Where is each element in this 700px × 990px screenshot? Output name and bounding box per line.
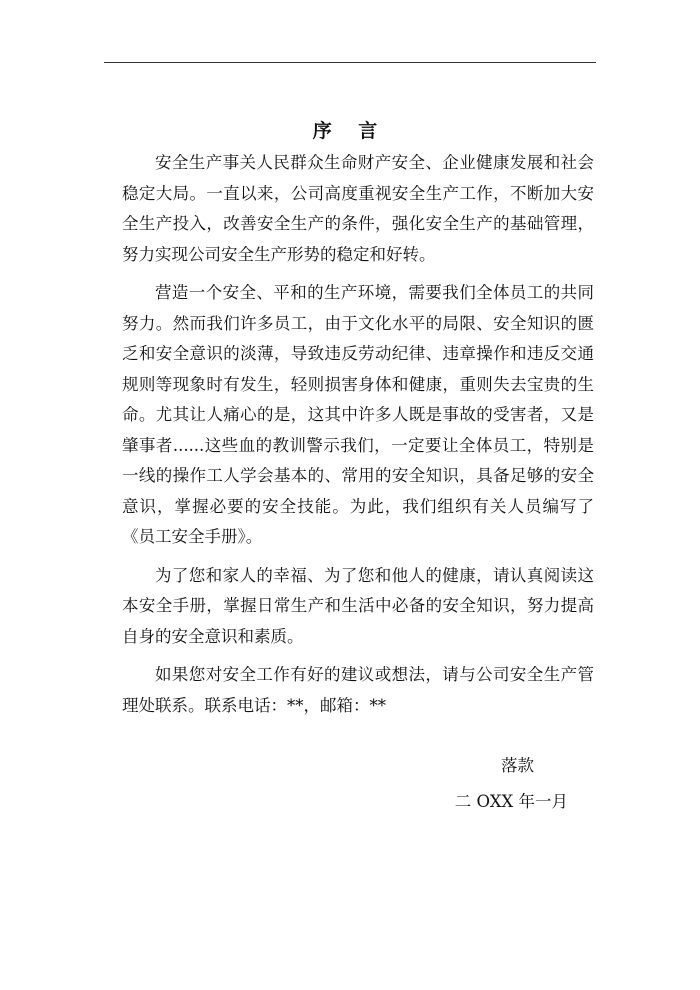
page-title: 序 言 bbox=[312, 120, 388, 142]
preface-body bbox=[122, 148, 594, 729]
paragraph-1: 安全生产事关人民群众生命财产安全、企业健康发展和社会稳定大局。一直以来，公司高度重视安全生产工作，不断加大安全生产投入，改善安全生产的条件，强化安全生产的基础管理，努力实现公司安全生产形势的稳定和好转。 bbox=[122, 153, 594, 264]
paragraph-4: 如果您对安全工作有好的建议或想法，请与公司安全生产管理处联系。联系电话：**，邮箱：** bbox=[122, 665, 594, 715]
signature: 落款 bbox=[501, 756, 534, 775]
paragraph-3: 为了您和家人的幸福、为了您和他人的健康，请认真阅读这本安全手册，掌握日常生产和生活中必备的安全知识，努力提高自身的安全意识和素质。 bbox=[122, 565, 594, 646]
paragraph-2: 营造一个安全、平和的生产环境，需要我们全体员工的共同努力。然而我们许多员工，由于文化水平的局限、安全知识的匮乏和安全意识的淡薄，导致违反劳动纪律、违章操作和违反交通规则等现象时有发生，轻则损害身体和健康，重则失去宝贵的生命。尤其让人痛心的是，这其中许多人既是事故的受害者，又是肇事者......这些血的教训警示我们，一定要让全体员工，特别是一线的操作工人学会基本的、常用的安全知识，具备足够的安全意识，掌握必要的安全技能。为此，我们组织有关人员编写了《员工安全手册》。 bbox=[122, 283, 594, 546]
header-rule bbox=[104, 62, 596, 63]
signature-date: 二 OXX 年一月 bbox=[454, 792, 568, 811]
